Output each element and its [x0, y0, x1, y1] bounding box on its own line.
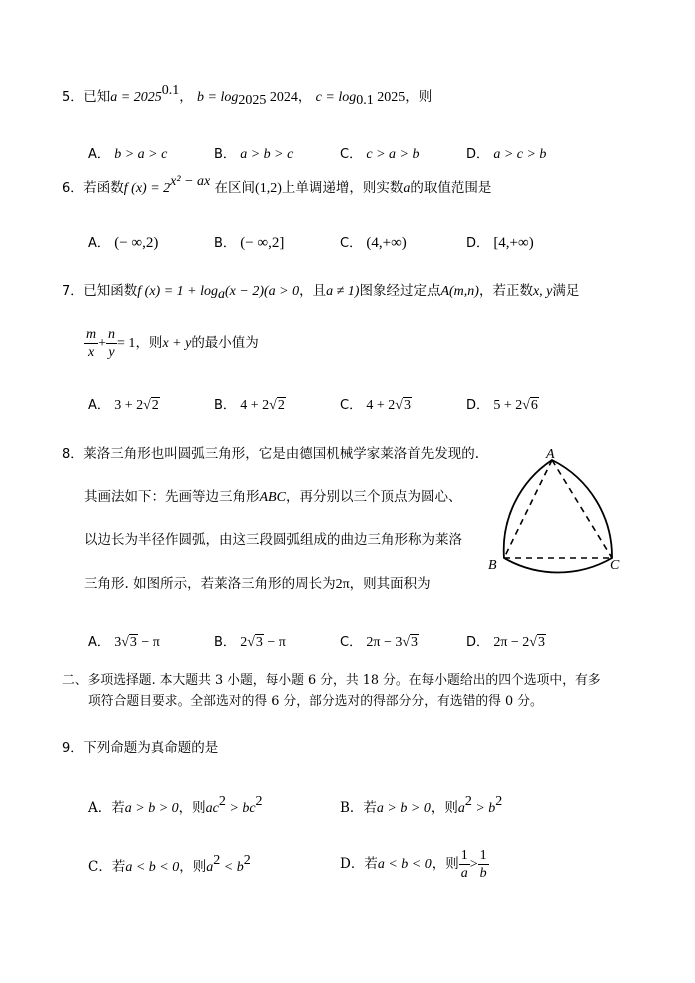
q9-option-d-then: ，则 — [431, 856, 459, 872]
q7-option-a-label: A． — [88, 398, 110, 413]
q9-option-b-sq1: 2 — [464, 794, 472, 809]
q8-option-c-pre: 2π − 3 — [366, 635, 403, 650]
q7-eq: = 1 — [117, 336, 136, 351]
q7-option-b-sqrt: √2 — [269, 398, 285, 413]
q8-line4-post: ，则其面积为 — [349, 576, 431, 592]
q5-option-c-label: C． — [340, 147, 363, 162]
q6-option-d-label: D． — [466, 236, 490, 251]
q5-option-d — [466, 143, 546, 163]
q8-option-b-pre: 2 — [240, 635, 248, 650]
q5-option-d-text: a > c > b — [493, 147, 547, 162]
q9-number: 9． — [62, 741, 84, 756]
q7-cond: a ≠ 1) — [326, 284, 360, 299]
q6-option-a — [88, 232, 158, 252]
q5-option-c-text: c > a > b — [366, 147, 420, 162]
q7-expr: x + y — [162, 336, 192, 351]
reuleaux-arc-outline — [504, 460, 612, 572]
q8-line3-text: 以边长为半径作圆弧，由这三段圆弧组成的曲边三角形称为莱洛 — [84, 532, 462, 548]
q5-b-arg: 2024 — [266, 90, 298, 105]
q5-sep2: ， — [297, 89, 312, 105]
q7-option-d — [466, 394, 539, 414]
q5-option-a — [88, 143, 167, 163]
vertex-label-c: C — [610, 558, 620, 573]
q7-option-c-rad: 3 — [403, 398, 411, 413]
q8-line2-post: ，再分别以三个顶点为圆心、 — [285, 489, 462, 505]
q7-option-c — [340, 394, 412, 414]
q8-option-d-rad: 3 — [537, 635, 545, 650]
q9-option-b-res2: > b — [471, 801, 496, 816]
q9-option-b-label: B．若 — [340, 800, 377, 816]
q7-option-d-label: D． — [466, 398, 490, 413]
q6-stem — [62, 174, 492, 198]
q9-option-c-sq2: 2 — [243, 853, 251, 868]
q9-option-d-gt: > — [469, 857, 478, 872]
section2-heading-line1: 二、多项选择题. 本大题共 3 小题，每小题 6 分，共 18 分。在每小题给出的四个选项中，有多 — [62, 673, 601, 688]
q7-option-b — [214, 394, 286, 414]
q7-frac2-num: n — [108, 327, 116, 342]
q7-option-b-text: 4 + 2 — [240, 398, 270, 413]
q8-option-c-label: C． — [340, 635, 363, 650]
q9-option-c-label: C．若 — [88, 859, 126, 875]
q7-option-b-label: B． — [214, 398, 236, 413]
q9-option-c-res1: a — [206, 860, 214, 875]
q5-option-b-label: B． — [214, 147, 236, 162]
q6-func-exp: x² − ax — [170, 174, 211, 189]
q9-option-a-then: ，则 — [178, 800, 206, 816]
q6-stem-post: 上单调递增，则实数 — [281, 180, 404, 196]
q8-line4-val: 2π — [335, 577, 350, 592]
q8-line2-pre: 其画法如下：先画等边三角形 — [84, 489, 260, 505]
q8-option-a-rad: 3 — [129, 635, 137, 650]
q9-option-b-res1: a — [457, 801, 465, 816]
q5-option-b-text: a > b > c — [240, 147, 294, 162]
q9-option-d-num1: 1 — [460, 848, 468, 863]
q5-stem — [62, 83, 433, 108]
q8-line1-text: 莱洛三角形也叫圆弧三角形，它是由德国机械学家莱洛首先发现的. — [83, 446, 480, 462]
q8-option-a-label: A． — [88, 635, 110, 650]
q9-option-d-cond: a < b < 0 — [377, 857, 432, 872]
q7-stem-line2 — [84, 323, 259, 364]
q8-option-b-post: − π — [263, 635, 286, 650]
q6-option-c — [340, 232, 407, 252]
q7-option-a-text: 3 + 2 — [114, 398, 144, 413]
q6-var: a — [403, 181, 411, 196]
q7-plus: + — [98, 336, 107, 351]
q5-option-c — [340, 143, 419, 163]
q9-option-a-res2: > bc — [225, 801, 256, 816]
q8-line4-pre: 三角形. 如图所示，若莱洛三角形的周长为 — [84, 576, 336, 592]
q9-option-a-res1: ac — [205, 801, 219, 816]
q8-line3 — [84, 531, 462, 549]
q9-option-c-res2: < b — [220, 860, 244, 875]
q9-option-b-sq2: 2 — [495, 794, 503, 809]
q9-option-c-cond: a < b < 0 — [125, 860, 180, 875]
q7-line2-end: 的最小值为 — [191, 335, 259, 351]
q7-stem-mid3: ，若正数 — [478, 283, 533, 299]
q5-b-def: b = log — [197, 90, 239, 105]
q6-option-c-text: (4,+∞) — [366, 235, 407, 251]
q9-option-a-sq2: 2 — [255, 794, 263, 809]
q6-option-b-label: B． — [214, 236, 236, 251]
q8-option-a-sqrt: √3 — [121, 635, 137, 650]
q5-option-b — [214, 143, 293, 163]
q9-option-b-then: ，则 — [430, 800, 458, 816]
q9-option-c — [88, 855, 251, 876]
section2-heading-line2: 项符合题目要求。全部选对的得 6 分，部分选对的得部分分，有选错的得 0 分。 — [88, 694, 543, 709]
q7-frac-n-y — [106, 326, 117, 361]
q8-option-d — [466, 631, 546, 651]
q7-vars: x, y — [532, 284, 553, 299]
q5-stem-pre: 已知 — [83, 89, 111, 105]
q7-stem-end: 满足 — [552, 283, 580, 299]
q7-frac1-num: m — [86, 327, 97, 342]
q9-option-a-cond: a > b > 0 — [124, 801, 179, 816]
q8-option-b-rad: 3 — [255, 635, 263, 650]
q5-option-a-text: b > a > c — [114, 147, 168, 162]
q8-option-a-pre: 3 — [114, 635, 122, 650]
q9-option-c-then: ，则 — [179, 859, 207, 875]
reuleaux-triangle-figure — [480, 445, 640, 580]
q8-option-c-sqrt: √3 — [402, 635, 419, 650]
q6-stem-pre: 若函数 — [83, 180, 124, 196]
q6-option-d-text: [4,+∞) — [493, 235, 534, 251]
q7-line2-mid: ，则 — [135, 335, 163, 351]
q7-option-a-sqrt: √2 — [143, 398, 159, 413]
q5-option-d-label: D． — [466, 147, 490, 162]
q9-stem-text: 下列命题为真命题的是 — [83, 740, 219, 756]
q9-option-d-den2: b — [479, 866, 487, 881]
q7-frac1-den: x — [87, 345, 95, 360]
vertex-label-b: B — [488, 558, 497, 573]
q8-line1 — [62, 445, 479, 464]
q9-option-d-label: D．若 — [340, 856, 378, 872]
q7-func-post: (x − 2)(a > 0 — [225, 284, 300, 299]
q8-line2 — [84, 488, 461, 507]
q9-option-d-frac2 — [478, 847, 489, 882]
q8-option-b-sqrt: √3 — [247, 635, 263, 650]
q5-sep1: ， — [179, 89, 193, 105]
q8-option-d-label: D． — [466, 635, 490, 650]
q6-option-b — [214, 232, 284, 252]
q9-option-a-sq1: 2 — [218, 794, 226, 809]
q7-stem-pre: 已知函数 — [83, 283, 138, 299]
q5-c-arg: 2025 — [373, 90, 406, 105]
q7-frac2-den: y — [108, 345, 115, 360]
q7-stem-mid1: ，且 — [299, 283, 327, 299]
q6-option-b-text: (− ∞,2] — [240, 235, 285, 251]
q8-number: 8． — [62, 447, 84, 462]
q9-option-d-den1: a — [460, 866, 468, 881]
q7-option-d-sqrt: √6 — [522, 398, 538, 413]
q5-number: 5． — [62, 90, 84, 105]
q8-option-a — [88, 631, 160, 651]
q8-option-b — [214, 631, 286, 651]
q9-option-b — [340, 796, 502, 817]
q7-point: A(m,n) — [440, 284, 479, 299]
q8-line2-tri: ABC — [259, 490, 286, 505]
q6-option-a-label: A． — [88, 236, 110, 251]
q5-stem-post: ，则 — [405, 89, 433, 105]
q5-c-def: c = log — [315, 90, 357, 105]
q5-c-base: 0.1 — [356, 93, 374, 108]
q7-option-c-sqrt: √3 — [395, 398, 411, 413]
q8-option-c-rad: 3 — [411, 635, 419, 650]
q8-option-a-post: − π — [137, 635, 160, 650]
q7-frac-m-x — [84, 326, 98, 361]
q7-option-a — [88, 394, 160, 414]
q6-option-d — [466, 232, 534, 252]
q6-stem-mid: 在区间 — [214, 180, 256, 196]
q8-option-d-pre: 2π − 2 — [493, 635, 530, 650]
q9-stem — [62, 739, 218, 758]
q9-option-a-label: A．若 — [88, 800, 125, 816]
q9-option-c-sq1: 2 — [213, 853, 221, 868]
q7-func: f (x) = 1 + log — [137, 284, 218, 299]
q6-stem-end: 的取值范围是 — [410, 180, 492, 196]
q5-a-def: a = 2025 — [110, 90, 162, 105]
q7-number: 7． — [62, 284, 84, 299]
q9-option-a — [88, 796, 263, 817]
q6-option-c-label: C． — [340, 236, 363, 251]
q7-option-d-rad: 6 — [530, 398, 538, 413]
q9-option-d — [340, 846, 489, 883]
q7-option-d-text: 5 + 2 — [493, 398, 523, 413]
q6-interval: (1,2) — [255, 181, 282, 196]
vertex-label-a: A — [546, 447, 555, 462]
q7-option-a-rad: 2 — [151, 398, 159, 413]
q8-line4 — [84, 575, 431, 594]
q8-option-b-label: B． — [214, 635, 236, 650]
q7-func-base: a — [218, 287, 225, 302]
q8-option-d-sqrt: √3 — [529, 635, 545, 650]
q9-option-d-num2: 1 — [479, 848, 487, 863]
q6-option-a-text: (− ∞,2) — [114, 235, 159, 251]
q7-stem-mid2: 图象经过定点 — [359, 283, 441, 299]
q7-stem — [62, 282, 579, 301]
q6-func: f (x) = 2 — [123, 181, 171, 196]
q9-option-d-frac1 — [459, 847, 470, 882]
q7-option-b-rad: 2 — [277, 398, 285, 413]
q5-a-exp: 0.1 — [161, 83, 180, 98]
triangle-side-ac — [552, 460, 612, 558]
q7-option-c-text: 4 + 2 — [366, 398, 396, 413]
q5-option-a-label: A． — [88, 147, 110, 162]
q9-option-b-cond: a > b > 0 — [376, 801, 431, 816]
q6-number: 6． — [62, 181, 84, 196]
q5-b-base: 2025 — [238, 93, 267, 108]
q7-option-c-label: C． — [340, 398, 363, 413]
q8-option-c — [340, 631, 419, 651]
